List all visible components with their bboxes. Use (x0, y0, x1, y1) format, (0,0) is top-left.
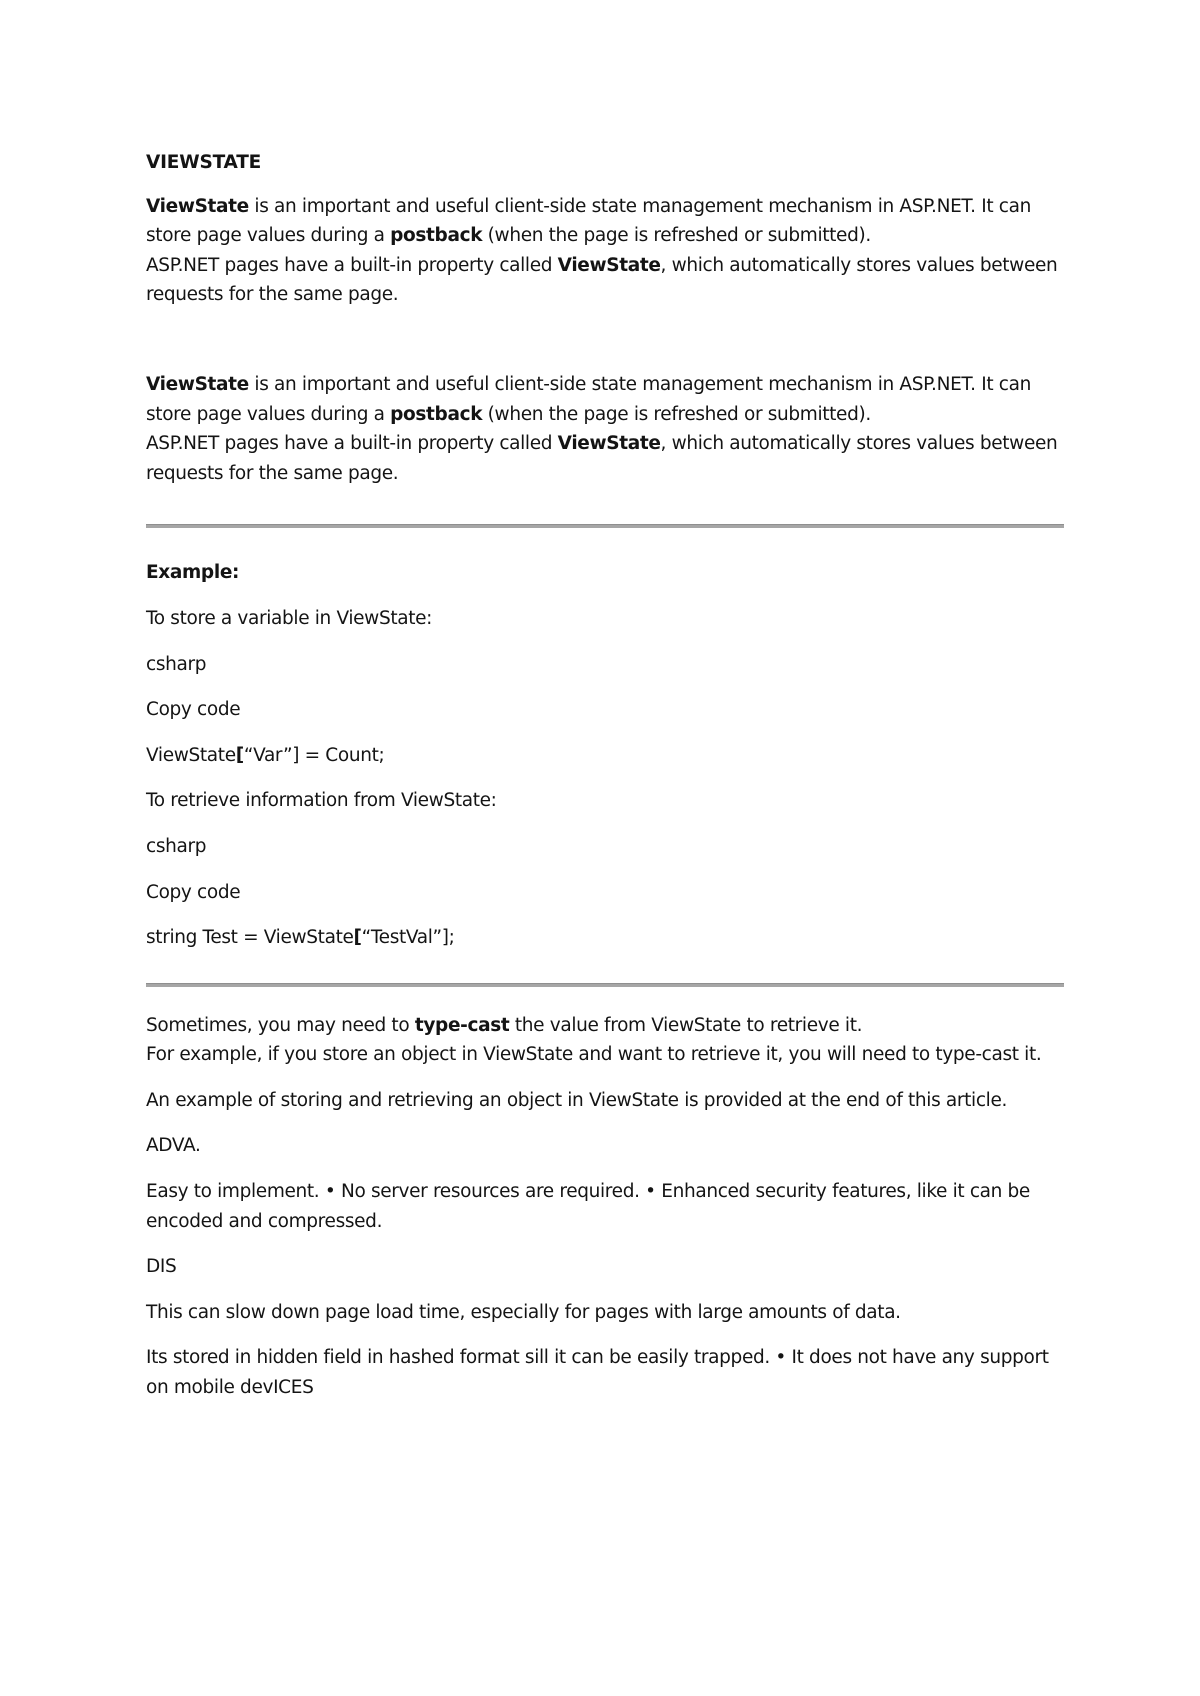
intro-line-1: ViewState is an important and useful client-side state management mechanism in ASP.NET. It can (146, 195, 1031, 217)
viewstate-term: ViewState (146, 373, 249, 395)
advantages-heading: ADVA. (146, 1135, 201, 1157)
postback-term: postback (390, 225, 483, 247)
intro-line-4: requests for the same page. (146, 462, 399, 484)
code-line-store: ViewState[“Var”] = Count; (146, 744, 385, 766)
disadvantages-heading: DIS (146, 1256, 177, 1278)
viewstate-term: ViewState (146, 195, 249, 217)
article-note: An example of storing and retrieving an object in ViewState is provided at the end of this article. (146, 1089, 1008, 1111)
code-line-retrieve: string Test = ViewState[“TestVal”]; (146, 927, 455, 949)
intro-line-1: ViewState is an important and useful client-side state management mechanism in ASP.NET. It can (146, 373, 1031, 395)
example-heading: Example: (146, 562, 240, 584)
horizontal-rule (146, 983, 1064, 987)
advantages-text: Easy to implement. • No server resources are required. • Enhanced security features, like it can be encoded and compressed. (146, 1181, 1030, 1232)
intro-line-3: ASP.NET pages have a built-in property called ViewState, which automatically stores values between (146, 254, 1058, 276)
intro-line-4: requests for the same page. (146, 284, 399, 306)
document-title: VIEWSTATE (146, 152, 262, 173)
viewstate-term: ViewState (557, 254, 661, 276)
intro-line-2: store page values during a postback (when the page is refreshed or submitted). (146, 225, 871, 247)
disadvantages-text: This can slow down page load time, especially for pages with large amounts of data. (146, 1301, 901, 1323)
code-language-label: csharp (146, 835, 207, 857)
store-label: To store a variable in ViewState: (146, 607, 433, 629)
viewstate-term: ViewState (557, 433, 661, 455)
postback-term: postback (390, 403, 483, 425)
horizontal-rule (146, 524, 1064, 528)
copy-code-text: Copy code (146, 699, 241, 721)
copy-code-text: Copy code (146, 881, 241, 903)
intro-line-2: store page values during a postback (when the page is refreshed or submitted). (146, 403, 871, 425)
intro-paragraph-1 (146, 192, 1064, 310)
intro-line-3: ASP.NET pages have a built-in property called ViewState, which automatically stores values between (146, 433, 1058, 455)
intro-paragraph-2 (146, 370, 1064, 488)
code-language-label: csharp (146, 653, 207, 675)
type-cast-paragraph: Sometimes, you may need to type-cast the value from ViewState to retrieve it. For example, if you store an object in ViewState and want to retrieve it, you will need to type-cast it. (146, 1014, 1042, 1066)
disadvantages-text-2: Its stored in hidden field in hashed format sill it can be easily trapped. • It does not have any support on mobile devICES (146, 1347, 1049, 1399)
document-content (146, 148, 1064, 1403)
retrieve-label: To retrieve information from ViewState: (146, 790, 497, 812)
type-cast-term: type-cast (414, 1014, 510, 1036)
